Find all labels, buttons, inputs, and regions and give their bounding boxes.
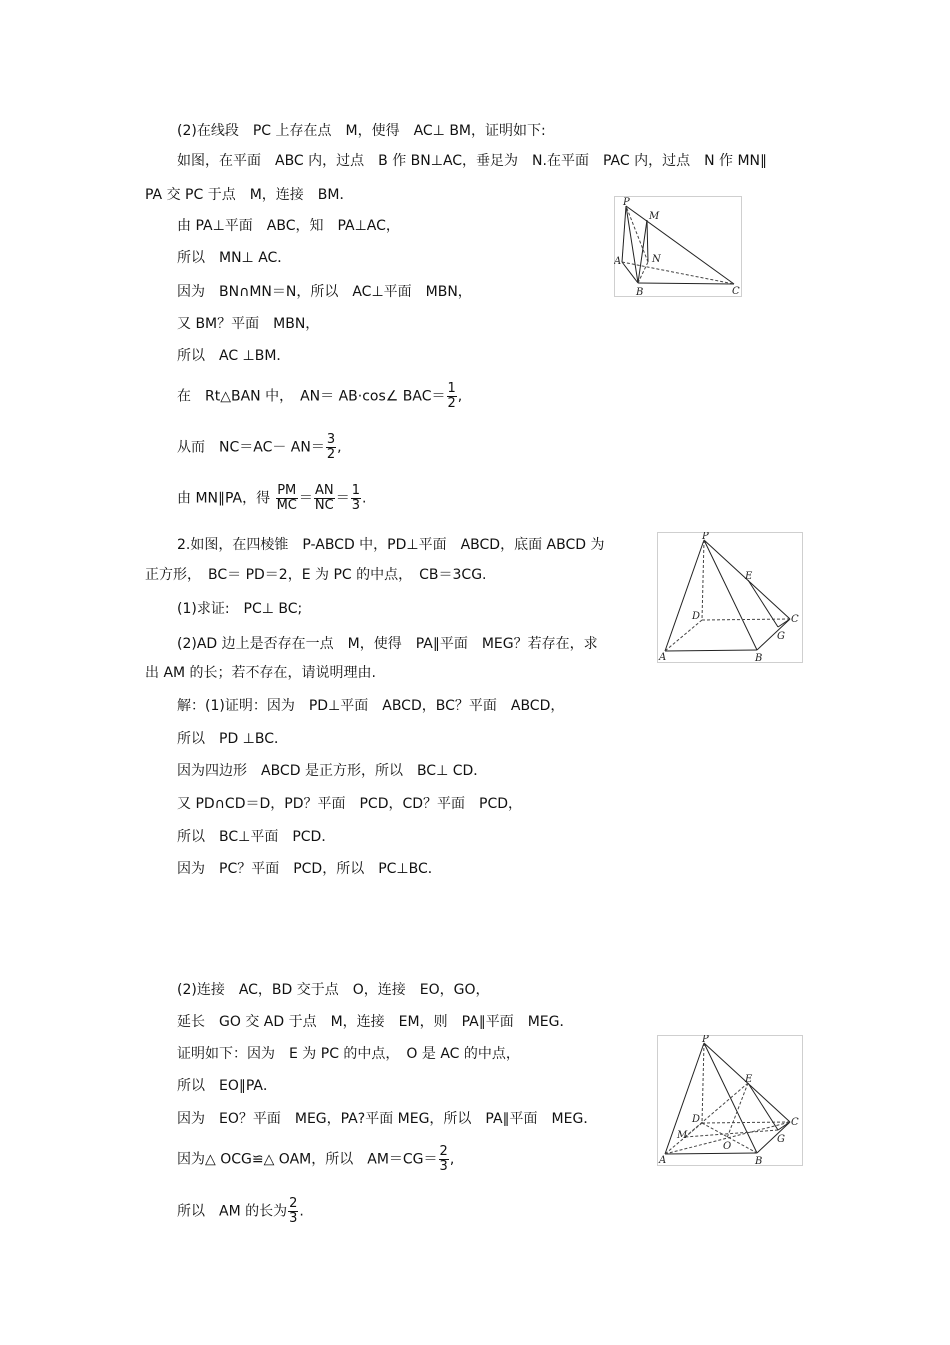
- fig2-label-d: D: [692, 611, 701, 622]
- p3-line-6: 因为△ OCG≌△ OAM，所以 AM＝CG＝ $\frac{2}{3}$ ,: [177, 1144, 455, 1174]
- fig2-label-p: P: [702, 532, 709, 542]
- p2-line-2: 正方形， BC＝ PD＝2，E 为 PC 的中点， CB＝3CG.: [145, 567, 487, 583]
- fraction-1-3: $\frac{1}{3}$: [351, 483, 360, 513]
- fig2-label-a: A: [659, 652, 667, 663]
- fig1-label-n: N: [652, 254, 661, 265]
- fig2-label-g: G: [777, 631, 785, 642]
- p3-line-3: 证明如下：因为 E 为 PC 的中点， O 是 AC 的中点，: [177, 1046, 520, 1062]
- fig3-label-p: P: [702, 1035, 709, 1045]
- p2-line-4: (2)AD 边上是否存在一点 M，使得 PA∥平面 MEG？若存在，求: [177, 636, 598, 652]
- fraction-2-3-a: $\frac{2}{3}$: [439, 1144, 448, 1174]
- fraction-1-2: $\frac{1}{2}$: [447, 381, 456, 411]
- p3-line-2: 延长 GO 交 AD 于点 M，连接 EM，则 PA∥平面 MEG．: [177, 1014, 574, 1030]
- p1-line-3: PA 交 PC 于点 M，连接 BM．: [145, 187, 354, 203]
- p2-line-3: (1)求证: PC⊥ BC;: [177, 601, 303, 617]
- figure-3-pyramid-construction: [657, 1035, 804, 1167]
- p3-line-7-text: 所以 AM 的长为: [177, 1203, 288, 1220]
- figure-1-tetrahedron: [614, 196, 744, 298]
- p1-line-9-text: 在 Rt△BAN 中， AN＝ AB·cos∠ BAC＝: [177, 388, 446, 405]
- fig1-label-c: C: [732, 286, 740, 297]
- fig3-label-d: D: [692, 1114, 701, 1125]
- p2-line-6: 解：(1)证明：因为 PD⊥平面 ABCD，BC？平面 ABCD，: [177, 698, 565, 714]
- p1-line-9: 在 Rt△BAN 中， AN＝ AB·cos∠ BAC＝ $\frac{1}{2}$ ,: [177, 381, 463, 411]
- p2-line-9: 又 PD∩CD＝D，PD？平面 PCD，CD？平面 PCD，: [177, 796, 523, 812]
- p1-line-4: 由 PA⊥平面 ABC，知 PA⊥AC，: [177, 218, 400, 234]
- figure-2-pyramid: [657, 532, 804, 664]
- p1-line-10-text: 从而 NC＝AC－ AN＝: [177, 439, 325, 456]
- p2-line-5: 出 AM 的长；若不存在，请说明理由.: [145, 665, 377, 681]
- fig3-label-g: G: [777, 1134, 785, 1145]
- fraction-3-2: $\frac{3}{2}$: [326, 432, 336, 462]
- p2-line-8: 因为四边形 ABCD 是正方形，所以 BC⊥ CD．: [177, 763, 488, 779]
- fig2-label-c: C: [791, 614, 799, 625]
- p1-line-11-text: 由 MN∥PA，得: [177, 490, 271, 507]
- p1-line-5: 所以 MN⊥ AC．: [177, 250, 292, 266]
- p3-line-1: (2)连接 AC，BD 交于点 O，连接 EO，GO，: [177, 982, 490, 998]
- fig3-label-c: C: [791, 1117, 799, 1128]
- p2-line-11: 因为 PC？平面 PCD，所以 PC⊥BC．: [177, 861, 442, 877]
- p1-line-11: 由 MN∥PA，得 $\frac{PM}{MC}$ ＝ $\frac{AN}{NC}$ ＝ $\frac{1}{3}$ .: [177, 483, 367, 513]
- p2-line-1: 2.如图，在四棱锥 P-ABCD 中，PD⊥平面 ABCD，底面 ABCD 为: [177, 537, 605, 553]
- fig3-label-b: B: [755, 1156, 763, 1167]
- fig1-label-m: M: [649, 211, 660, 222]
- fig2-label-b: B: [755, 653, 763, 664]
- p1-line-7: 又 BM？平面 MBN，: [177, 316, 320, 332]
- p2-line-10: 所以 BC⊥平面 PCD．: [177, 829, 336, 845]
- p2-line-7: 所以 PD ⊥BC．: [177, 731, 289, 747]
- p3-line-5: 因为 EO？平面 MEG，PA?平面 MEG，所以 PA∥平面 MEG．: [177, 1111, 598, 1127]
- p3-line-6-text: 因为△ OCG≌△ OAM，所以 AM＝CG＝: [177, 1151, 438, 1168]
- p3-line-7: 所以 AM 的长为 $\frac{2}{3}$ .: [177, 1196, 304, 1226]
- fig3-label-o: O: [723, 1141, 732, 1152]
- fraction-an-nc: $\frac{AN}{NC}$: [314, 483, 334, 513]
- p1-line-2: 如图，在平面 ABC 内，过点 B 作 BN⊥AC，垂足为 N.在平面 PAC 内，过点 N 作 MN∥: [177, 153, 767, 169]
- fig1-label-p: P: [623, 197, 630, 208]
- fig1-label-b: B: [636, 287, 644, 298]
- fraction-pm-mc: $\frac{PM}{MC}$: [276, 483, 297, 513]
- p3-line-4: 所以 EO∥PA．: [177, 1078, 277, 1094]
- p1-line-10: 从而 NC＝AC－ AN＝ $\frac{3}{2}$ ,: [177, 432, 342, 462]
- fig2-label-e: E: [745, 571, 753, 582]
- fig1-label-a: A: [614, 256, 622, 267]
- p1-line-8: 所以 AC ⊥BM．: [177, 348, 291, 364]
- fraction-2-3-b: $\frac{2}{3}$: [289, 1196, 298, 1226]
- fig3-label-a: A: [659, 1155, 667, 1166]
- fig3-label-e: E: [745, 1074, 753, 1085]
- p1-line-6: 因为 BN∩MN＝N，所以 AC⊥平面 MBN，: [177, 284, 472, 300]
- fig3-label-m: M: [677, 1130, 688, 1141]
- p1-line-1: (2)在线段 PC 上存在点 M，使得 AC⊥ BM，证明如下:: [177, 123, 546, 139]
